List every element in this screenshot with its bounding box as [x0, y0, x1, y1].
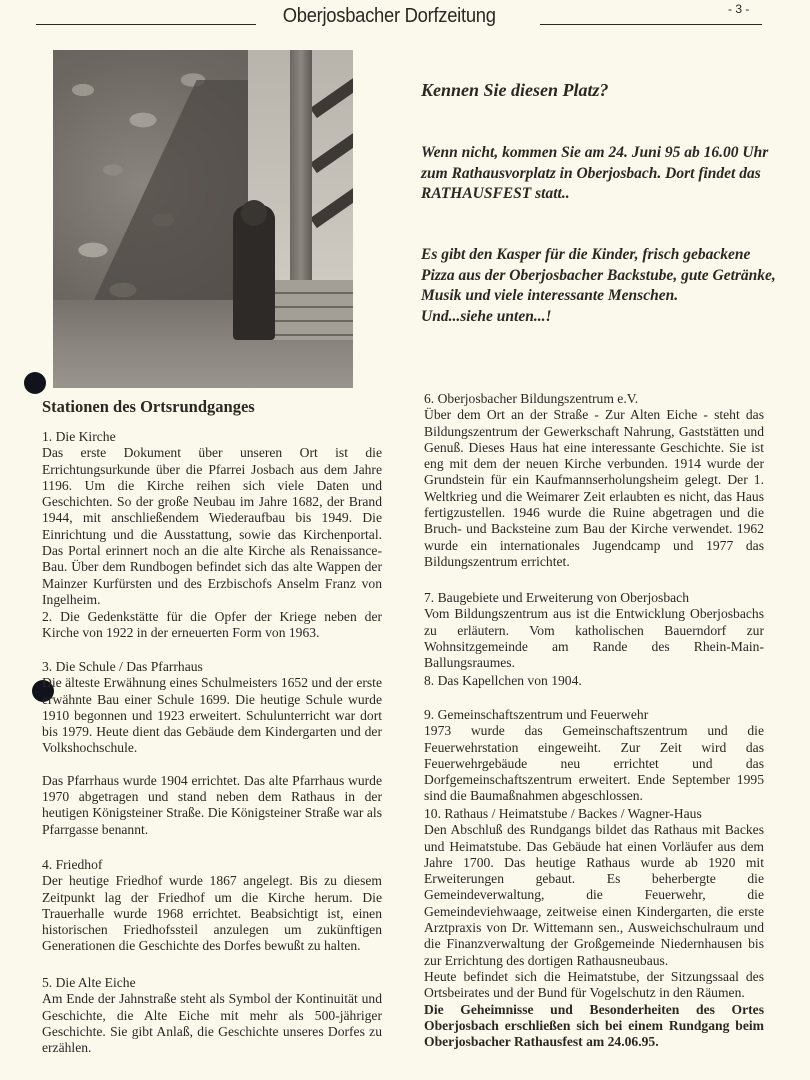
station-text: 1973 wurde das Gemeinschaftszentrum und die Feuerwehrstation eingeweiht. Zur Zeit wird das Feuerwehrgebäude neu errichtet und das Dorfgemeinschaftszentrum erweitert. Ende September 1995 sind die Baumaßnahmen abgeschlossen. — [424, 723, 764, 804]
promo-program-text: Es gibt den Kasper für die Kinder, frisch gebackene Pizza aus der Oberjosbacher Backstube, gute Getränke, Musik und viele interessante Menschen. — [421, 246, 776, 304]
station-text-2: Heute befindet sich die Heimatstube, der Sitzungssaal des Ortsbeirates und der Bund für Vogelschutz in den Räumen. — [424, 968, 764, 1001]
station-3 — [42, 659, 382, 838]
closing-announcement: Die Geheimnisse und Besonderheiten des Ortes Oberjosbach erschließen sich bei einem Rundgang beim Oberjosbacher Rathausfest am 24.06.95. — [424, 1001, 764, 1050]
station-heading: 5. Die Alte Eiche — [42, 975, 136, 990]
station-text: Das erste Dokument über unseren Ort ist die Errichtungsurkunde über die Pfarrei Josbach aus dem Jahre 1196. Um die Kirche reihen sich viele Daten und Geschichten. So der große Neubau im Jahre 1682, der Brand 1944, mit anschließendem Wiederaufbau bis 1949. Die Einrichtung und die Ausstattung, sowie das Kirchenportal. Das Portal erinnert noch an die alte Kirche als Renaissance-Bau. Über dem Rundbogen befindet sich das alte Wappen der Mainzer Kurfürsten und des Erzbischofs Anselm Franz von Ingelheim. — [42, 445, 382, 607]
station-text: Über dem Ort an der Straße - Zur Alten Eiche - steht das Bildungszentrum der Gewerkschaft Nahrung, Gaststätten und Genuß. Dieses Haus hat eine interessante Geschichte. Sie ist eng mit dem der neuen Kirche verbunden. 1914 wurde der Grundstein für ein Kaufmannserholungsheim gelegt. Der 1. Weltkrieg und die Weimarer Zeit erlaubten es nicht, das Haus fertigzustellen. 1946 wurde die Ruine abgetragen und die Bruch- und Backsteine zum Bau der Kirche verwendet. 1962 wurde ein internationales Jugendcamp und 1977 das Bildungszentrum errichtet. — [424, 407, 764, 569]
header-rule-left — [36, 24, 256, 25]
station-10 — [424, 806, 764, 1050]
station-text: Vom Bildungszentrum aus ist die Entwicklung Oberjosbachs zu erläutern. Vom katholischen Bauerndorf zur Wohnsitzgemeinde am Rande des Rhein-Main-Ballungsraumes. — [424, 606, 764, 671]
newspaper-title: Oberjosbacher Dorfzeitung — [282, 5, 496, 27]
station-text: 2. Die Gedenkstätte für die Opfer der Kriege neben der Kirche von 1922 in der erneuerten Form von 1963. — [42, 609, 382, 641]
station-2 — [42, 609, 382, 642]
station-heading: 4. Friedhof — [42, 857, 103, 872]
station-4 — [42, 857, 382, 955]
station-text: Der heutige Friedhof wurde 1867 angelegt. Bis zu diesem Zeitpunkt lag der Friedhof um die Kirche herum. Die Trauerhalle wurde 1968 errichtet. Beabsichtigt ist, einen historischen Friedhofssteil anzulegen um zukünftigen Generationen die Geschichte des Dorfes bewußt zu halten. — [42, 873, 382, 954]
promo-invitation: Wenn nicht, kommen Sie am 24. Juni 95 ab 16.00 Uhr zum Rathausvorplatz in Oberjosbach. Dort findet das RATHAUSFEST statt.. — [421, 144, 769, 202]
station-text-2: Das Pfarrhaus wurde 1904 errichtet. Das alte Pfarrhaus wurde 1970 abgetragen und stand neben dem Rathaus in der heutigen Königsteiner Straße. Die Königsteiner Straße war als Pfarrgasse benannt. — [42, 772, 382, 837]
page-header — [0, 0, 810, 40]
station-1 — [42, 429, 382, 608]
station-heading: 3. Die Schule / Das Pfarrhaus — [42, 659, 203, 674]
header-rule-right — [540, 24, 762, 25]
punch-hole — [24, 372, 46, 394]
promo-program — [421, 245, 781, 327]
station-9 — [424, 707, 764, 805]
station-6 — [424, 391, 764, 570]
station-5 — [42, 975, 382, 1056]
station-heading: 7. Baugebiete und Erweiterung von Oberjosbach — [424, 590, 689, 605]
promo-teaser: Und...siehe unten...! — [421, 307, 552, 325]
station-text: 8. Das Kapellchen von 1904. — [424, 673, 582, 688]
station-heading: 9. Gemeinschaftszentrum und Feuerwehr — [424, 707, 649, 722]
station-heading: 1. Die Kirche — [42, 429, 116, 444]
station-text: Den Abschluß des Rundgangs bildet das Rathaus mit Backes und Heimatstube. Das Gebäude hat einen Vorläufer aus dem Jahre 1700. Das heutige Rathaus wurde ab 1920 mit Erweiterungen gebaut. Es beherbergte die Gemeindeverwaltung, die Feuerwehr, die Gemeindeviehwaage, zeitweise einen Kindergarten, die erste Arztpraxis von Dr. Wittemann sen., Ausweichschulraum und die Finanzverwaltung der Großgemeinde Niedernhausen bis zur Errichtung des dortigen Rathausneubaus. — [424, 822, 764, 968]
station-7 — [424, 590, 764, 671]
page-number: - 3 - — [728, 2, 750, 16]
historic-photo — [53, 50, 353, 388]
wooden-pole — [290, 50, 312, 285]
section-title: Stationen des Ortsrundganges — [42, 397, 255, 416]
station-text: Am Ende der Jahnstraße steht als Symbol der Kontinuität und Geschichte, die Alte Eiche mit mehr als 500-jähriger Geschichte. Sie gibt Anlaß, die Geschichte unseres Dorfes zu erzählen. — [42, 991, 382, 1056]
promo-heading: Kennen Sie diesen Platz? — [421, 80, 609, 100]
station-heading: 6. Oberjosbacher Bildungszentrum e.V. — [424, 391, 639, 406]
station-8 — [424, 673, 764, 689]
station-heading: 10. Rathaus / Heimatstube / Backes / Wagner-Haus — [424, 806, 702, 821]
station-text: Die älteste Erwähnung eines Schulmeisters 1652 und der erste erwähnte Bau einer Schule 1699. Die heutige Schule wurde 1910 begonnen und 1923 erweitert. Schulunterricht war dort bis 1979. Heute dient das Gebäude dem Kindergarten und der Volkshochschule. — [42, 675, 382, 756]
child-head — [241, 200, 267, 226]
